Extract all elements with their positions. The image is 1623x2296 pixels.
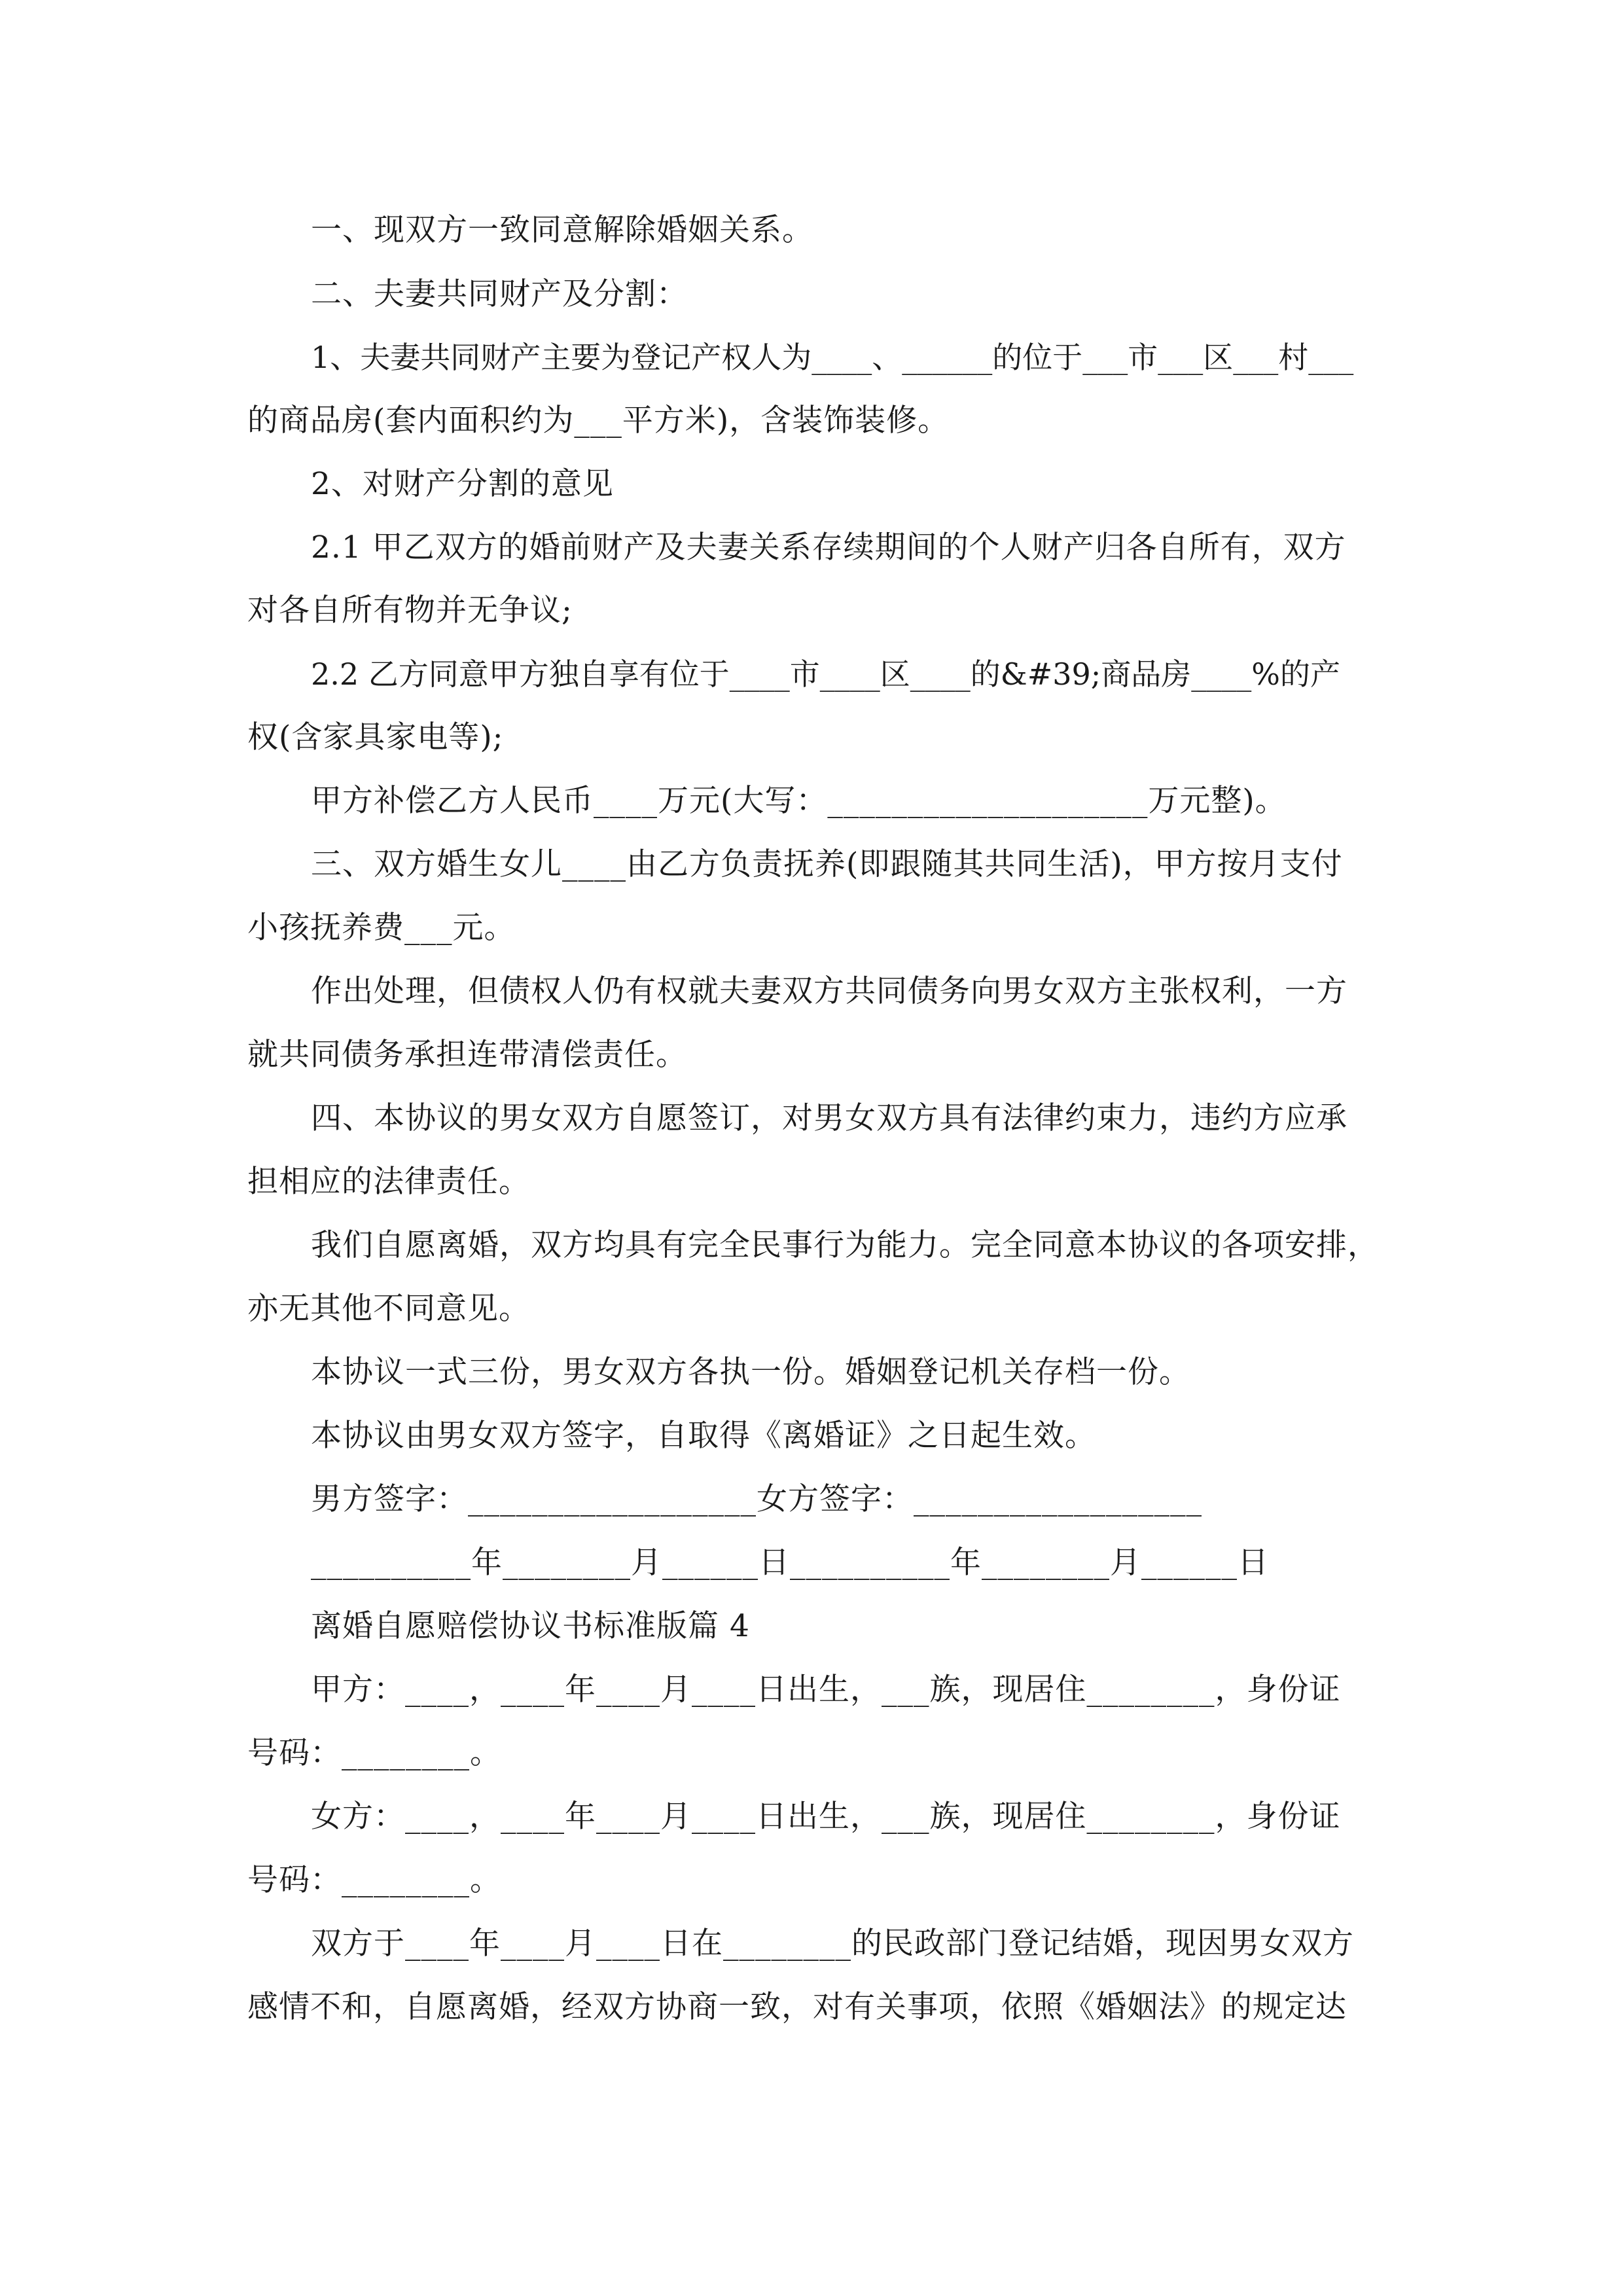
clause-4-line-2: 担相应的法律责任。 [247,1164,530,1200]
voluntary-line-2: 亦无其他不同意见。 [247,1291,530,1327]
clause-2-2-1-line-2: 对各自所有物并无争议; [247,592,573,628]
signature-line: 男方签字：__________________女方签字：__________________ [311,1481,1202,1517]
date-line: __________年________月______日__________年________月______日 [311,1545,1269,1581]
copies-line: 本协议一式三份，男女双方各执一份。婚姻登记机关存档一份。 [311,1354,1190,1390]
debt-line-1: 作出处理，但债权人仍有权就夫妻双方共同债务向男女双方主张权利，一方 [311,973,1347,1009]
clause-2-1-line-1: 1、夫妻共同财产主要为登记产权人为____、______的位于___市___区___村___ [311,340,1354,375]
clause-1: 一、现双方一致同意解除婚姻关系。 [311,212,813,248]
clause-2-2-2-line-1: 2.2 乙方同意甲方独自享有位于____市____区____的&#39;商品房____%的产 [311,656,1341,692]
effective-line: 本协议由男女双方签字，自取得《离婚证》之日起生效。 [311,1418,1096,1454]
clause-2-heading: 二、夫妻共同财产及分割： [311,276,688,312]
clause-2-1-line-2: 的商品房(套内面积约为___平方米)，含装饰装修。 [247,403,950,439]
party-a-line-1: 甲方：____，____年____月____日出生，___族，现居住________，身份证 [311,1672,1341,1708]
clause-2-2-2-line-2: 权(含家具家电等); [247,719,504,755]
marriage-line-1: 双方于____年____月____日在________的民政部门登记结婚，现因男女双方 [311,1926,1354,1962]
clause-4-line-1: 四、本协议的男女双方自愿签订，对男女双方具有法律约束力，违约方应承 [311,1100,1347,1136]
voluntary-line-1: 我们自愿离婚，双方均具有完全民事行为能力。完全同意本协议的各项安排， [311,1227,1379,1263]
clause-2-2-1-line-1: 2.1 甲乙双方的婚前财产及夫妻关系存续期间的个人财产归各自所有，双方 [311,529,1346,565]
debt-line-2: 就共同债务承担连带清偿责任。 [247,1037,687,1073]
clause-2-2-heading: 2、对财产分割的意见 [311,466,614,502]
party-b-line-2: 号码：________。 [247,1862,501,1898]
party-a-line-2: 号码：________。 [247,1735,501,1771]
clause-3-line-2: 小孩抚养费___元。 [247,910,516,946]
compensation-line: 甲方补偿乙方人民币____万元(大写：____________________万元整)。 [311,783,1287,819]
party-b-line-1: 女方：____，____年____月____日出生，___族，现居住________，身份证 [311,1799,1341,1835]
clause-3-line-1: 三、双方婚生女儿____由乙方负责抚养(即跟随其共同生活)，甲方按月支付 [311,846,1343,882]
section-title: 离婚自愿赔偿协议书标准版篇 4 [311,1608,750,1644]
marriage-line-2: 感情不和，自愿离婚，经双方协商一致，对有关事项，依照《婚姻法》的规定达 [247,1989,1347,2025]
